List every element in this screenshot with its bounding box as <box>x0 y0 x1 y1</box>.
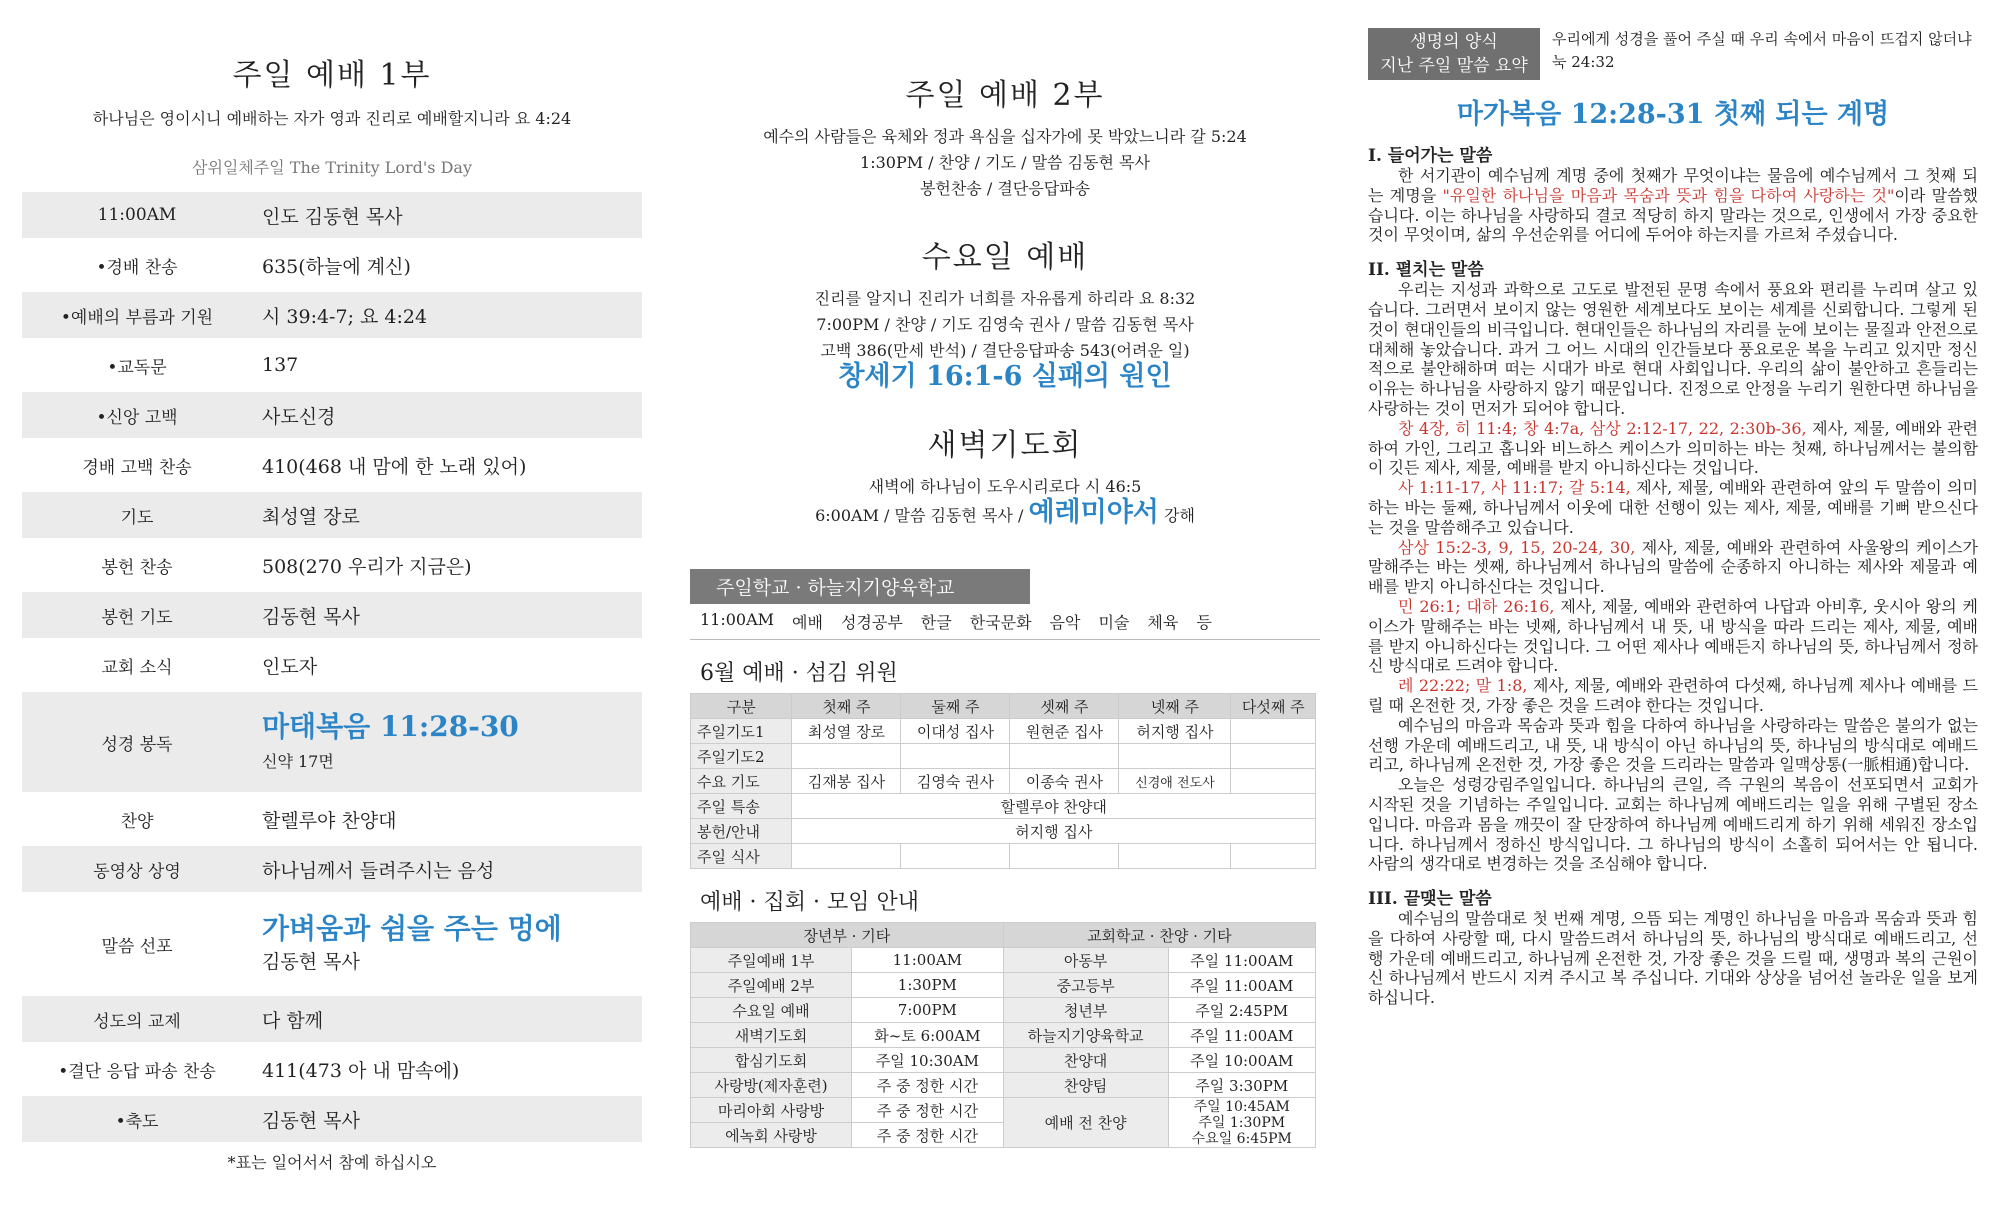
text-run: 이라 말씀했습니다. 이는 하나님을 사랑하되 결코 적당히 하지 말라는 것으로, 인생에서 가장 중요한 것이 무엇이며, 삶의 우선순위를 어디에 두어야 하는지를 가르쳐 주셨습니다. <box>1368 185 1978 245</box>
pre-worship-time: 주일 1:30PM <box>1198 1114 1286 1131</box>
order-label: 11:00AM <box>97 205 177 225</box>
order-row <box>22 342 642 388</box>
order-label: •결단 응답 파송 찬송 <box>58 1061 216 1082</box>
summary-header <box>1368 28 1978 80</box>
summary-paragraph <box>1368 166 1978 245</box>
table-cell <box>1119 844 1231 869</box>
table-row <box>691 1098 1316 1123</box>
order-of-service <box>22 192 642 1142</box>
meeting-name: 사랑방(제자훈련) <box>691 1073 852 1098</box>
table-row <box>691 819 1316 844</box>
meeting-name: 새벽기도회 <box>691 1023 852 1048</box>
school-item: 예배 <box>792 613 823 632</box>
order-value: 시 39:4-7; 요 4:24 <box>262 305 428 328</box>
service1-verse: 하나님은 영이시니 예배하는 자가 영과 진리로 예배할지니라 요 4:24 <box>92 109 572 128</box>
table-header-row <box>691 694 1316 719</box>
school-item: 성경공부 <box>840 613 903 632</box>
table-row <box>691 1048 1316 1073</box>
dawn-line-post: 강해 <box>1163 506 1195 525</box>
meeting-name: 청년부 <box>1003 998 1168 1023</box>
summary-paragraph: 우리는 지성과 과학으로 고도로 발전된 문명 속에서 풍요와 편리를 누리며 살고 있습니다. 그러면서 보이지 않는 영원한 세계보다도 보이는 세계를 신뢰합니다. 그렇게 된 것이 현대인들의 비극입니다. 현대인들은 하나님의 자리를 눈에 보이는 물질과 안전으로 대체해 놓았습니다. 과거 그 어느 시대의 인간들보다 풍요로운 복을 누리고 있지만 정신적으로 불안해하며 떠는 시대가 바로 현대 사회입니다. 우리의 삶이 불안하고 흔들리는 이유는 하나님을 사랑하지 않기 때문입니다. 진정으로 안정을 누리기 원한다면 하나님을 사랑하는 것이 먼저가 되어야 합니다. <box>1368 280 1978 418</box>
wednesday-sermon: 창세기 16:1-6 실패의 원인 <box>838 361 1172 392</box>
table-cell: 김영숙 권사 <box>901 769 1010 794</box>
school-item: 미술 <box>1098 613 1130 632</box>
sermon-preacher: 김동현 목사 <box>262 950 360 973</box>
meeting-time: 주 중 정한 시간 <box>852 1123 1004 1148</box>
table-cell: 신경애 전도사 <box>1119 769 1231 794</box>
dawn-verse: 새벽에 하나님이 도우시리로다 시 46:5 <box>868 477 1142 496</box>
table-row <box>691 769 1316 794</box>
summary-title: 마가복음 12:28-31 첫째 되는 계명 <box>1456 99 1890 130</box>
dawn-block <box>690 420 1320 529</box>
meetings-title: 예배 · 집회 · 모임 안내 <box>700 890 919 915</box>
sunday-service-1-column <box>22 50 642 1173</box>
table-row <box>691 1023 1316 1048</box>
summary-paragraph <box>1368 478 1978 537</box>
school-item: 한국문화 <box>969 613 1032 632</box>
column-header: 교회학교 · 찬양 · 기타 <box>1003 923 1315 948</box>
order-row <box>22 192 642 238</box>
summary-paragraph: 예수님의 마음과 목숨과 뜻과 힘을 다하여 하나님을 사랑하라는 말씀은 불의가 없는 선행 가운데 예배드리고, 내 뜻, 내 방식이 아닌 하나님의 뜻, 하나님의 방식대로 예배드리고, 하나님께 온전한 것, 가장 좋은 것을 드리라는 말씀과 일맥상통(一脈相通)합니다. <box>1368 715 1978 775</box>
summary-paragraph: 예수님의 말씀대로 첫 번째 계명, 으뜸 되는 계명인 하나님을 마음과 목숨과 뜻과 힘을 다하여 사랑할 때, 다시 말씀드려서 하나님의 뜻, 하나님의 방식대로 예배드리고, 선행 가운데 예배드리고, 하나님께 온전한 것, 가장 좋은 것을 드릴 때, 생명과 복의 근원이신 하나님께서 반드시 지켜 주시고 복 주십니다. 기대와 상상을 넘어선 놀라운 일을 보게 하십니다. <box>1368 909 1978 1008</box>
summary-paragraph <box>1368 538 1978 597</box>
sermon-title: 가벼움과 쉼을 주는 멍에 <box>262 912 562 946</box>
summary-tag-title: 생명의 양식 <box>1410 32 1498 52</box>
order-label: •교독문 <box>107 357 167 378</box>
meeting-name: 중고등부 <box>1003 973 1168 998</box>
column-header: 셋째 주 <box>1010 694 1119 719</box>
meeting-time: 11:00AM <box>852 948 1004 973</box>
scripture-reference: 삼상 15:2-3, 9, 15, 20-24, 30, <box>1398 537 1636 557</box>
row-label: 주일 특송 <box>691 794 792 819</box>
column-header: 구분 <box>691 694 792 719</box>
order-value: 김동현 목사 <box>262 1109 360 1132</box>
summary-header-verse: 우리에게 성경을 풀어 주실 때 우리 속에서 마음이 뜨겁지 않더냐 눅 24:32 <box>1552 30 1972 71</box>
meeting-name: 하늘지기양육학교 <box>1003 1023 1168 1048</box>
table-cell <box>1010 844 1119 869</box>
meeting-name: 아동부 <box>1003 948 1168 973</box>
table-row <box>691 719 1316 744</box>
wednesday-verse: 진리를 알지니 진리가 너희를 자유롭게 하리라 요 8:32 <box>814 289 1196 308</box>
table-row <box>691 973 1316 998</box>
column-header: 장년부 · 기타 <box>691 923 1004 948</box>
meeting-time: 주일 11:00AM <box>1168 973 1316 998</box>
meetings-table <box>690 922 1316 1148</box>
order-row <box>22 1096 642 1142</box>
meeting-time: 주일 10:00AM <box>1168 1048 1316 1073</box>
order-row <box>22 442 642 488</box>
meeting-time <box>1168 1098 1316 1148</box>
order-value: 인도 김동현 목사 <box>262 205 403 228</box>
order-value: 410(468 내 맘에 한 노래 있어) <box>262 455 527 478</box>
order-label: 성경 봉독 <box>101 734 173 755</box>
service2-line1: 1:30PM / 찬양 / 기도 / 말씀 김동현 목사 <box>860 153 1150 172</box>
row-label: 주일기도1 <box>691 719 792 744</box>
summary-tag-subtitle: 지난 주일 말씀 요약 <box>1380 56 1528 76</box>
row-label: 봉헌/안내 <box>691 819 792 844</box>
section-heading: III. 끝맺는 말씀 <box>1368 889 1492 910</box>
summary-tag <box>1368 28 1540 80</box>
sermon-summary-column <box>1368 28 1978 1008</box>
order-value: 508(270 우리가 지금은) <box>262 555 472 578</box>
school-items <box>690 604 1320 640</box>
meeting-time: 주일 3:30PM <box>1168 1073 1316 1098</box>
meeting-time: 7:00PM <box>852 998 1004 1023</box>
order-row <box>22 996 642 1042</box>
order-row <box>22 796 642 842</box>
meeting-name: 마리아회 사랑방 <box>691 1098 852 1123</box>
table-cell: 이대성 집사 <box>901 719 1010 744</box>
text-run: 제사, 제물, 예배와 관련하여 사울왕의 케이스가 말해주는 바는 셋째, 하나님께서 하나님의 말씀에 순종하지 아니하는 제사와 제물과 예배를 받지 아니하신다는 것입니다. <box>1368 537 1978 597</box>
scripture-reference: 사 1:11-17, 사 11:17; 갈 5:14, <box>1398 478 1631 498</box>
section-heading: II. 펼치는 말씀 <box>1368 260 1484 281</box>
table-row <box>691 948 1316 973</box>
order-value: 최성열 장로 <box>262 505 360 528</box>
scripture-reference: 레 22:22; 말 1:8, <box>1398 676 1528 696</box>
scripture-reference: 창 4장, 히 11:4; 창 4:7a, 삼상 2:12-17, 22, 2:30b-36, <box>1398 418 1807 438</box>
column-header: 둘째 주 <box>901 694 1010 719</box>
committee-table <box>690 693 1316 869</box>
pre-worship-time: 수요일 6:45PM <box>1191 1130 1292 1147</box>
table-row <box>691 844 1316 869</box>
order-row <box>22 1046 642 1092</box>
meeting-name: 예배 전 찬양 <box>1003 1098 1168 1148</box>
row-label: 수요 기도 <box>691 769 792 794</box>
table-cell <box>792 844 901 869</box>
order-row <box>22 492 642 538</box>
order-row <box>22 542 642 588</box>
table-cell <box>1010 744 1119 769</box>
meeting-time: 화~토 6:00AM <box>852 1023 1004 1048</box>
table-cell <box>1119 744 1231 769</box>
table-cell: 원현준 집사 <box>1010 719 1119 744</box>
order-value: 김동현 목사 <box>262 605 360 628</box>
table-cell: 최성열 장로 <box>792 719 901 744</box>
order-row <box>22 292 642 338</box>
order-value: 할렐루야 찬양대 <box>262 809 397 832</box>
scripture-reading-row <box>22 692 642 792</box>
meeting-time: 주 중 정한 시간 <box>852 1073 1004 1098</box>
table-cell <box>901 844 1010 869</box>
table-cell <box>792 744 901 769</box>
order-label: 성도의 교제 <box>93 1011 181 1032</box>
service2-block <box>690 70 1320 202</box>
wednesday-title: 수요일 예배 <box>921 240 1089 275</box>
summary-paragraph: 오늘은 성령강림주일입니다. 하나님의 큰일, 즉 구원의 복음이 선포되면서 교회가 시작된 것을 기념하는 주일입니다. 교회는 하나님께 예배드리는 일을 위해 구별된 장소입니다. 마음과 몸을 깨끗이 잘 단장하여 하나님께 예배드리게 하기 위해 세워진 장소입니다. 하나님께서 정하신 방식입니다. 그 하나님의 방식이 소홀히 되어서는 안 됩니다. 사람의 생각대로 변경하는 것을 조심해야 합니다. <box>1368 775 1978 874</box>
table-cell <box>1231 744 1316 769</box>
order-value: 인도자 <box>262 655 318 678</box>
column-header: 다섯째 주 <box>1231 694 1316 719</box>
order-value: 137 <box>262 354 299 376</box>
text-run: 제사, 제물, 예배와 관련하여 앞의 두 말씀이 의미하는 바는 둘째, 하나님께서 이웃에 대한 선행이 있는 제사, 제물, 예배를 기뻐 받으신다는 것을 말씀해주고 있습니다. <box>1368 478 1978 537</box>
wednesday-line2: 고백 386(만세 반석) / 결단응답파송 543(어려운 일) <box>820 341 1190 360</box>
wednesday-line1: 7:00PM / 찬양 / 기도 김영숙 권사 / 말씀 김동현 목사 <box>816 315 1194 334</box>
meeting-name: 주일예배 1부 <box>691 948 852 973</box>
order-label: 봉헌 찬송 <box>101 557 173 578</box>
column-header: 넷째 주 <box>1119 694 1231 719</box>
table-cell <box>1231 719 1316 744</box>
scripture-page: 신약 17면 <box>262 751 334 771</box>
order-label: 교회 소식 <box>101 657 173 678</box>
school-item: 한글 <box>920 613 952 632</box>
order-value: 하나님께서 들려주시는 음성 <box>262 859 495 882</box>
order-value: 635(하늘에 계신) <box>262 255 411 278</box>
order-label: 말씀 선포 <box>101 936 173 957</box>
scripture-passage: 마태복음 11:28-30 <box>262 710 519 744</box>
order-label: 기도 <box>120 507 154 528</box>
order-label: •예배의 부름과 기원 <box>60 307 214 328</box>
meeting-time: 주일 11:00AM <box>1168 1023 1316 1048</box>
committee-title: 6월 예배 · 섬김 위원 <box>700 661 898 686</box>
meeting-name: 찬양대 <box>1003 1048 1168 1073</box>
dawn-line <box>690 497 1320 529</box>
table-row <box>691 744 1316 769</box>
meeting-name: 주일예배 2부 <box>691 973 852 998</box>
meeting-name: 합심기도회 <box>691 1048 852 1073</box>
standing-footnote: *표는 일어서서 참예 하십시오 <box>227 1153 437 1172</box>
order-value: 다 함께 <box>262 1009 324 1032</box>
order-label: •축도 <box>115 1111 159 1132</box>
table-row <box>691 794 1316 819</box>
order-row <box>22 642 642 688</box>
meeting-time: 주일 10:30AM <box>852 1048 1004 1073</box>
text-run: 제사, 제물, 예배와 관련하여 나답과 아비후, 웃시아 왕의 케이스가 말해주는 바는 넷째, 하나님께서 내 뜻, 내 방식을 따라 드리는 제사, 제물, 예배를 받지 아니하신다는 것입니다. 그 어떤 제사나 예배든지 하나님의 뜻, 하나님께서 정하신 방식대로 드려야 합니다. <box>1368 596 1978 676</box>
meeting-time: 1:30PM <box>852 973 1004 998</box>
order-label: •신앙 고백 <box>96 407 178 428</box>
summary-paragraph <box>1368 597 1978 676</box>
dawn-title: 새벽기도회 <box>927 428 1083 463</box>
order-value <box>252 712 642 772</box>
meeting-name: 찬양팀 <box>1003 1073 1168 1098</box>
order-row <box>22 846 642 892</box>
text-run: 제사, 제물, 예배와 관련하여 다섯째, 하나님께 제사나 예배를 드릴 때 온전한 것, 가장 좋은 것을 드려야 한다는 것입니다. <box>1368 676 1978 715</box>
table-header-row <box>691 923 1316 948</box>
school-item: 체육 <box>1147 613 1179 632</box>
table-cell: 이종숙 권사 <box>1010 769 1119 794</box>
summary-paragraph <box>1368 419 1978 478</box>
row-label: 주일기도2 <box>691 744 792 769</box>
highlight-quote: "유일한 하나님을 마음과 목숨과 뜻과 힘을 다하여 사랑하는 것" <box>1442 185 1895 205</box>
meeting-time: 주 중 정한 시간 <box>852 1098 1004 1123</box>
row-label: 주일 식사 <box>691 844 792 869</box>
order-row <box>22 392 642 438</box>
order-label: 찬양 <box>120 811 154 832</box>
section-heading: I. 들어가는 말씀 <box>1368 146 1493 166</box>
table-cell: 김재봉 집사 <box>792 769 901 794</box>
column-header: 첫째 주 <box>792 694 901 719</box>
merged-cell: 할렐루야 찬양대 <box>792 794 1316 819</box>
table-cell: 허지행 집사 <box>1119 719 1231 744</box>
table-row <box>691 998 1316 1023</box>
school-item: 11:00AM <box>700 610 775 629</box>
school-item: 등 <box>1196 613 1212 632</box>
merged-cell: 허지행 집사 <box>792 819 1316 844</box>
other-services-column <box>690 70 1320 1148</box>
order-label: 동영상 상영 <box>93 861 181 882</box>
order-value: 411(473 아 내 맘속에) <box>262 1059 460 1082</box>
order-row <box>22 592 642 638</box>
service2-verse: 예수의 사람들은 육체와 정과 욕심을 십자가에 못 박았느니라 갈 5:24 <box>763 127 1247 146</box>
wednesday-block <box>690 232 1320 390</box>
order-label: 봉헌 기도 <box>101 607 173 628</box>
service1-title: 주일 예배 1부 <box>232 58 432 93</box>
school-header: 주일학교 · 하늘지기양육학교 <box>690 569 1030 604</box>
meeting-time: 주일 11:00AM <box>1168 948 1316 973</box>
pre-worship-time: 주일 10:45AM <box>1193 1098 1290 1115</box>
order-value <box>252 914 642 974</box>
table-row <box>691 1073 1316 1098</box>
text-run: 한 서기관이 예수님께 계명 중에 첫째가 무엇이냐는 물음에 예수님께서 그 첫째 되는 계명을 <box>1368 166 1978 205</box>
table-cell <box>1231 769 1316 794</box>
order-label: 경배 고백 찬송 <box>82 457 192 478</box>
text-run: 제사, 제물, 예배와 관련하여 가인, 그리고 홉니와 비느하스 케이스가 의미하는 바는 첫째, 하나님께서는 불의함이 깃든 제사, 제물, 예배를 받지 아니하신다는 것입니다. <box>1368 418 1978 478</box>
sermon-row <box>22 896 642 992</box>
service1-subtitle: 삼위일체주일 The Trinity Lord's Day <box>191 158 473 177</box>
school-item: 음악 <box>1049 613 1081 632</box>
meeting-time: 주일 2:45PM <box>1168 998 1316 1023</box>
order-row <box>22 242 642 288</box>
service2-title: 주일 예배 2부 <box>905 78 1105 113</box>
order-label: •경배 찬송 <box>96 257 178 278</box>
summary-paragraph <box>1368 676 1978 716</box>
service2-line2: 봉헌찬송 / 결단응답파송 <box>919 179 1091 198</box>
dawn-line-pre: 6:00AM / 말씀 김동현 목사 / <box>815 506 1024 525</box>
table-cell <box>901 744 1010 769</box>
table-cell <box>1231 844 1316 869</box>
dawn-book: 예레미야서 <box>1028 497 1159 528</box>
order-value: 사도신경 <box>262 405 336 428</box>
scripture-reference: 민 26:1; 대하 26:16, <box>1398 596 1555 616</box>
meeting-name: 수요일 예배 <box>691 998 852 1023</box>
meeting-name: 에녹회 사랑방 <box>691 1123 852 1148</box>
